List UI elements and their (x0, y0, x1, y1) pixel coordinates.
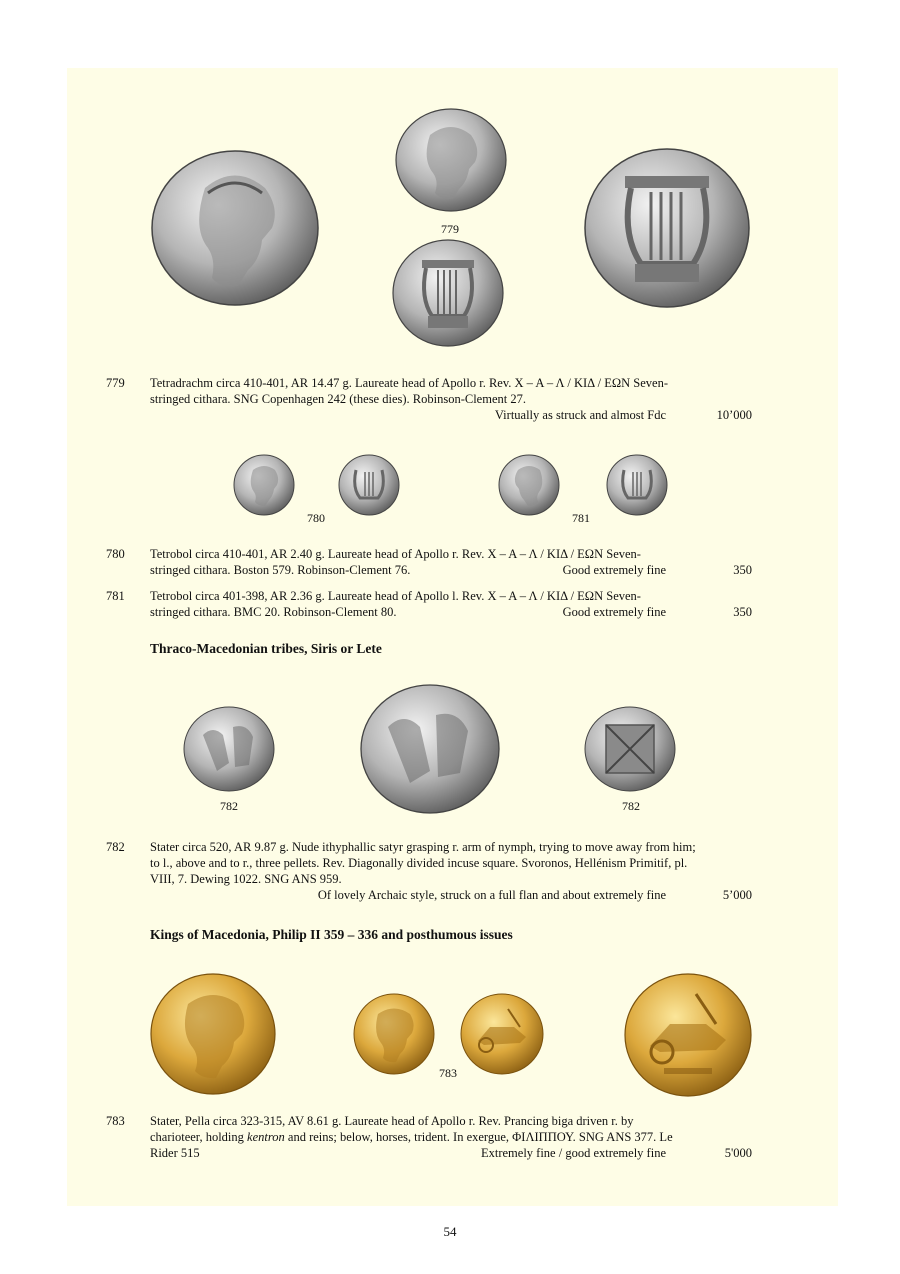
lot-number: 783 (106, 1114, 125, 1128)
lot-description-line: Tetrobol circa 410-401, AR 2.40 g. Laureate head of Apollo r. Rev. Χ – Α – Λ / ΚΙΔ / ΕΩΝ Seven- (150, 547, 641, 561)
lot-estimate: 5'000 (724, 1146, 752, 1160)
plate-number-782: 782 (220, 799, 238, 813)
lot-779 (106, 375, 752, 423)
section-heading-kings-of-macedonia: Kings of Macedonia, Philip II 359 – 336 and posthumous issues (150, 927, 513, 942)
lot-description-line: Rider 515 (150, 1146, 200, 1160)
lot-estimate: 10’000 (716, 408, 752, 422)
lot-grade: Virtually as struck and almost Fdc (494, 408, 666, 422)
lot-description-line: VIII, 7. Dewing 1022. SNG ANS 959. (150, 872, 342, 886)
plate-number-781: 781 (572, 511, 590, 525)
lot-description-line: stringed cithara. Boston 579. Robinson-Clement 76. (150, 563, 411, 577)
lot-description-line: Stater circa 520, AR 9.87 g. Nude ithyphallic satyr grasping r. arm of nymph, trying to move away from him; (150, 840, 696, 854)
coin-783-reverse-enlarged (624, 972, 752, 1098)
coin-779-obverse (395, 107, 507, 213)
page-number: 54 (443, 1224, 457, 1239)
lot-description-line: Tetrobol circa 401-398, AR 2.36 g. Laureate head of Apollo l. Rev. Χ – Α – Λ / ΚΙΔ / ΕΩΝ Seven- (150, 589, 641, 603)
coin-779-reverse (392, 238, 504, 348)
lot-grade: Good extremely fine (562, 563, 666, 577)
coin-781-reverse (606, 454, 668, 516)
lot-description-emphasis: kentron (247, 1130, 285, 1144)
lot-description-line: to l., above and to r., three pellets. Rev. Diagonally divided incuse square. Svoronos, Hellénism Primitif, pl. (150, 856, 688, 870)
lot-grade: Of lovely Archaic style, struck on a full flan and about extremely fine (317, 888, 666, 902)
coin-783-obverse (353, 993, 435, 1075)
lot-783 (106, 1113, 752, 1161)
lot-description-line: Stater, Pella circa 323-315, AV 8.61 g. Laureate head of Apollo r. Rev. Prancing biga driven r. by (150, 1114, 634, 1128)
lot-grade: Extremely fine / good extremely fine (480, 1146, 666, 1160)
coin-779-obverse-enlarged (150, 148, 320, 308)
plate-number-779: 779 (441, 222, 459, 236)
lot-description-line: charioteer, holding kentron and reins; below, horses, trident. In exergue, ΦΙΛΙΠΠΟΥ. SNG ANS 377. Le (150, 1130, 673, 1144)
coin-779-reverse-enlarged (583, 146, 751, 310)
lot-estimate: 350 (733, 563, 752, 577)
lot-780 (106, 546, 752, 578)
coin-781-obverse (498, 454, 560, 516)
coin-780-reverse (338, 454, 400, 516)
lot-estimate: 350 (733, 605, 752, 619)
coin-780-obverse (233, 454, 295, 516)
coin-782-obverse (183, 705, 275, 793)
lot-number: 779 (106, 376, 125, 390)
lot-781 (106, 588, 752, 620)
coin-782-reverse-incuse (584, 705, 676, 793)
lot-number: 780 (106, 547, 125, 561)
lot-number: 781 (106, 589, 125, 603)
plate-number-783: 783 (439, 1066, 457, 1080)
coin-783-reverse (460, 993, 544, 1075)
coin-782-obverse-enlarged (360, 683, 500, 815)
lot-grade: Good extremely fine (562, 605, 666, 619)
lot-782 (106, 839, 752, 903)
coin-783-obverse-enlarged (150, 972, 276, 1096)
lot-description-line: stringed cithara. SNG Copenhagen 242 (these dies). Robinson-Clement 27. (150, 392, 526, 406)
plate-number-782-reverse: 782 (622, 799, 640, 813)
plate-number-780: 780 (307, 511, 325, 525)
section-heading-thraco-macedonian: Thraco-Macedonian tribes, Siris or Lete (150, 641, 382, 656)
lot-description-line: Tetradrachm circa 410-401, AR 14.47 g. Laureate head of Apollo r. Rev. Χ – Α – Λ / ΚΙΔ / ΕΩΝ Seven- (150, 376, 669, 390)
lot-number: 782 (106, 840, 125, 854)
lot-estimate: 5’000 (722, 888, 752, 902)
lot-description-line: stringed cithara. BMC 20. Robinson-Clement 80. (150, 605, 397, 619)
